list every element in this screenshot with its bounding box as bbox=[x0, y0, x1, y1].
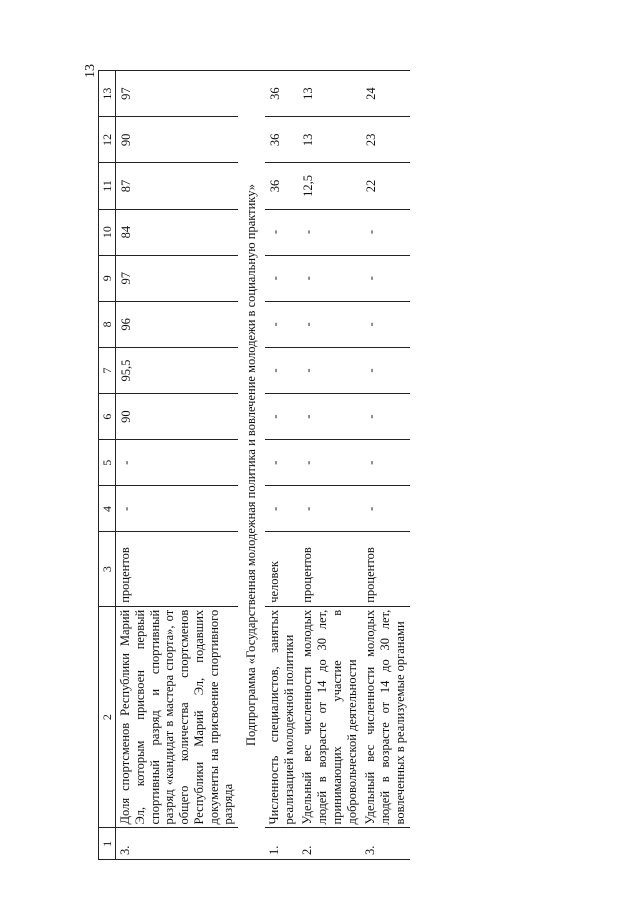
value-cell: 24 bbox=[361, 71, 409, 117]
value-cell: - bbox=[361, 301, 409, 347]
indicator-name: Численность специалистов, занятых реализацией молодежной политики bbox=[265, 606, 299, 828]
header-cell: 5 bbox=[99, 440, 116, 486]
indicator-name: Доля спортсменов Республики Марий Эл, которым присвоен первый спортивный разряд и спортивный разряд «кандидат в мастера спорта», от общего количества спортсменов Республики Марий Эл, подавших документы на присвоение спортивного разряда bbox=[116, 606, 239, 828]
value-cell: 90 bbox=[116, 117, 239, 163]
value-cell: 36 bbox=[265, 117, 299, 163]
unit-cell: человек bbox=[265, 532, 299, 606]
indicators-table bbox=[98, 70, 410, 860]
rotated-table-container bbox=[98, 70, 638, 860]
value-cell: 84 bbox=[116, 209, 239, 255]
value-cell: - bbox=[265, 301, 299, 347]
value-cell: 95,5 bbox=[116, 347, 239, 393]
value-cell: - bbox=[265, 209, 299, 255]
value-cell: 13 bbox=[298, 71, 361, 117]
header-cell: 7 bbox=[99, 347, 116, 393]
indicator-name: Удельный вес численности молодых людей в возрасте от 14 до 30 лет, принимающих участие в добровольческой деятельности bbox=[298, 606, 361, 828]
value-cell: - bbox=[361, 440, 409, 486]
value-cell: - bbox=[361, 209, 409, 255]
value-cell: 22 bbox=[361, 163, 409, 209]
row-index: 2. bbox=[298, 828, 361, 860]
value-cell: - bbox=[361, 255, 409, 301]
header-cell: 9 bbox=[99, 255, 116, 301]
value-cell: - bbox=[298, 486, 361, 532]
value-cell: 87 bbox=[116, 163, 239, 209]
header-cell: 8 bbox=[99, 301, 116, 347]
subprogram-row bbox=[238, 71, 265, 860]
value-cell: - bbox=[265, 440, 299, 486]
indicator-name: Удельный вес численности молодых людей в возрасте от 14 до 30 лет, вовлеченных в реализуемые органами bbox=[361, 606, 409, 828]
value-cell: - bbox=[298, 440, 361, 486]
value-cell: 96 bbox=[116, 301, 239, 347]
value-cell: - bbox=[116, 440, 239, 486]
row-index: 3. bbox=[361, 828, 409, 860]
header-cell: 13 bbox=[99, 71, 116, 117]
table-row bbox=[361, 71, 409, 860]
header-cell: 4 bbox=[99, 486, 116, 532]
value-cell: - bbox=[361, 486, 409, 532]
value-cell: 97 bbox=[116, 255, 239, 301]
value-cell: - bbox=[298, 394, 361, 440]
value-cell: - bbox=[361, 347, 409, 393]
value-cell: - bbox=[265, 394, 299, 440]
unit-cell: процентов bbox=[116, 532, 239, 606]
header-cell: 1 bbox=[99, 828, 116, 860]
header-cell: 11 bbox=[99, 163, 116, 209]
value-cell: 13 bbox=[298, 117, 361, 163]
unit-cell: процентов bbox=[361, 532, 409, 606]
header-cell: 10 bbox=[99, 209, 116, 255]
header-cell: 12 bbox=[99, 117, 116, 163]
value-cell: - bbox=[298, 347, 361, 393]
value-cell: 97 bbox=[116, 71, 239, 117]
header-cell: 6 bbox=[99, 394, 116, 440]
value-cell: - bbox=[265, 347, 299, 393]
table-row bbox=[116, 71, 239, 860]
value-cell: - bbox=[298, 209, 361, 255]
value-cell: 90 bbox=[116, 394, 239, 440]
header-cell: 2 bbox=[99, 606, 116, 828]
row-index: 1. bbox=[265, 828, 299, 860]
table-row bbox=[265, 71, 299, 860]
value-cell: - bbox=[361, 394, 409, 440]
subprogram-title: Подпрограмма «Государственная молодежная политика и вовлечение молодежи в социальную практику» bbox=[238, 71, 265, 860]
row-index: 3. bbox=[116, 828, 239, 860]
table-header bbox=[99, 71, 116, 860]
value-cell: 23 bbox=[361, 117, 409, 163]
page-number: 13 bbox=[83, 64, 98, 78]
value-cell: - bbox=[265, 486, 299, 532]
header-cell: 3 bbox=[99, 532, 116, 606]
unit-cell: процентов bbox=[298, 532, 361, 606]
value-cell: - bbox=[265, 255, 299, 301]
value-cell: - bbox=[116, 486, 239, 532]
value-cell: - bbox=[298, 301, 361, 347]
table-row bbox=[298, 71, 361, 860]
value-cell: - bbox=[298, 255, 361, 301]
value-cell: 36 bbox=[265, 163, 299, 209]
value-cell: 12,5 bbox=[298, 163, 361, 209]
value-cell: 36 bbox=[265, 71, 299, 117]
